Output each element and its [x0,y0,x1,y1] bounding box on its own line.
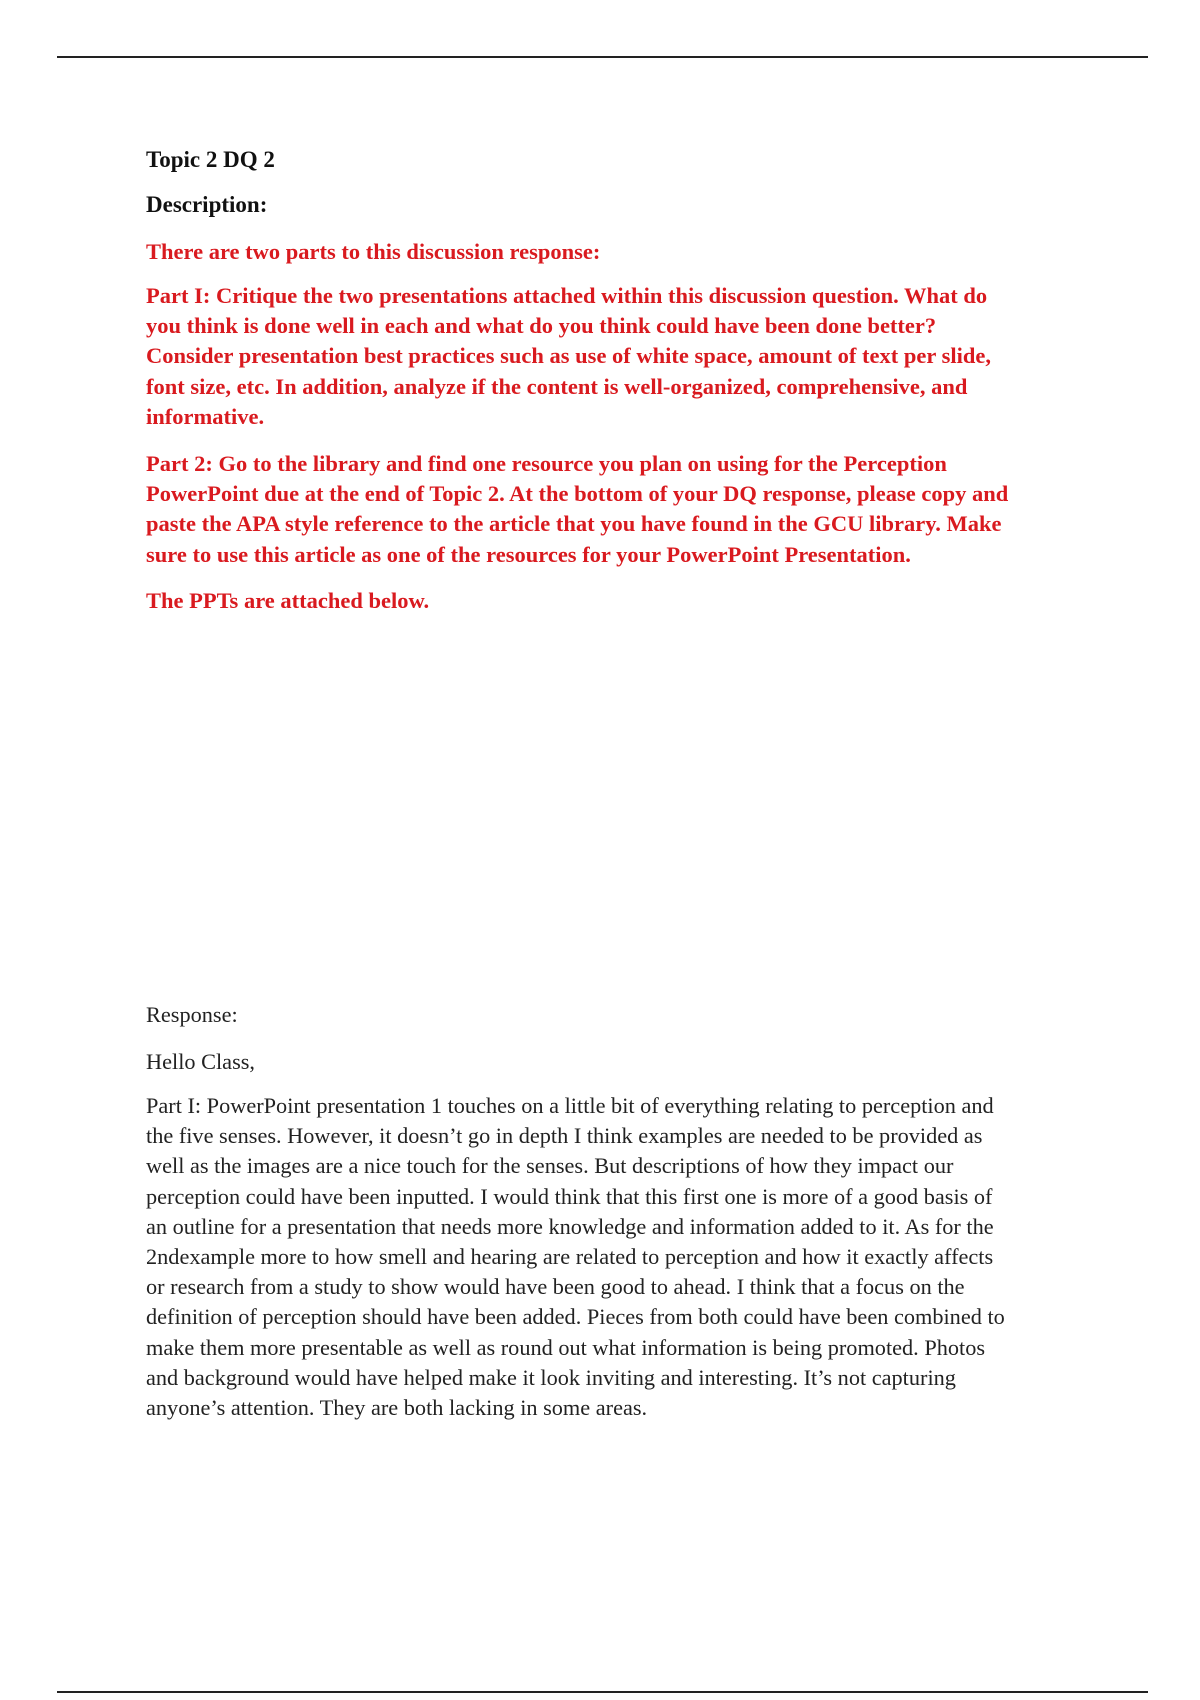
part2-line: sure to use this article as one of the resources for your PowerPoint Presentation. [146,541,911,567]
part1-line: font size, etc. In addition, analyze if the content is well-organized, comprehensive, and [146,373,968,399]
instructions-intro: There are two parts to this discussion response: [146,239,601,264]
response-line: 2ndexample more to how smell and hearing are related to perception and how it exactly affects [146,1244,994,1270]
response-line: anyone’s attention. They are both lacking in some areas. [146,1395,648,1421]
greeting-block [146,1047,255,1077]
response-label-block [146,1000,238,1030]
part2-line: paste the APA style reference to the article that you have found in the GCU library. Make [146,511,1002,537]
response-line: definition of perception should have been added. Pieces from both could have been combined to [146,1304,1005,1330]
part2-line: PowerPoint due at the end of Topic 2. At the bottom of your DQ response, please copy and [146,481,1009,507]
greeting: Hello Class, [146,1049,256,1074]
response-line: the five senses. However, it doesn’t go in depth I think examples are needed to be provided as [146,1123,983,1149]
description-label: Description: [146,192,268,217]
response-label: Response: [146,1002,238,1027]
bottom-rule [57,1691,1148,1693]
response-line: or research from a study to show would have been good to ahead. I think that a focus on the [146,1274,965,1300]
instructions-part2 [146,449,1008,570]
attached-note: The PPTs are attached below. [146,588,430,613]
response-line: perception could have been inputted. I would think that this first one is more of a good basis of [146,1183,993,1209]
description-block [146,190,267,220]
document-title: Topic 2 DQ 2 [146,147,275,172]
part1-line: Part I: Critique the two presentations attached within this discussion question. What do [146,283,988,308]
part1-line: you think is done well in each and what do you think could have been done better? [146,313,937,339]
part2-line: Part 2: Go to the library and find one resource you plan on using for the Perception [146,451,947,476]
response-line: and background would have helped make it look inviting and interesting. It’s not capturing [146,1364,956,1390]
response-line: well as the images are a nice touch for the senses. But descriptions of how they impact our [146,1153,954,1179]
part1-line: informative. [146,403,265,429]
instructions-part1 [146,281,991,432]
response-line: an outline for a presentation that needs more knowledge and information added to it. As for the [146,1213,994,1239]
response-body [146,1091,1005,1423]
top-rule [57,56,1148,58]
instructions-intro-block [146,237,600,267]
response-line: make them more presentable as well as round out what information is being promoted. Photos [146,1334,986,1360]
response-line: Part I: PowerPoint presentation 1 touches on a little bit of everything relating to perception and [146,1093,994,1118]
part1-line: Consider presentation best practices such as use of white space, amount of text per slide, [146,343,991,369]
heading-block [146,145,275,175]
attached-note-block [146,586,429,616]
